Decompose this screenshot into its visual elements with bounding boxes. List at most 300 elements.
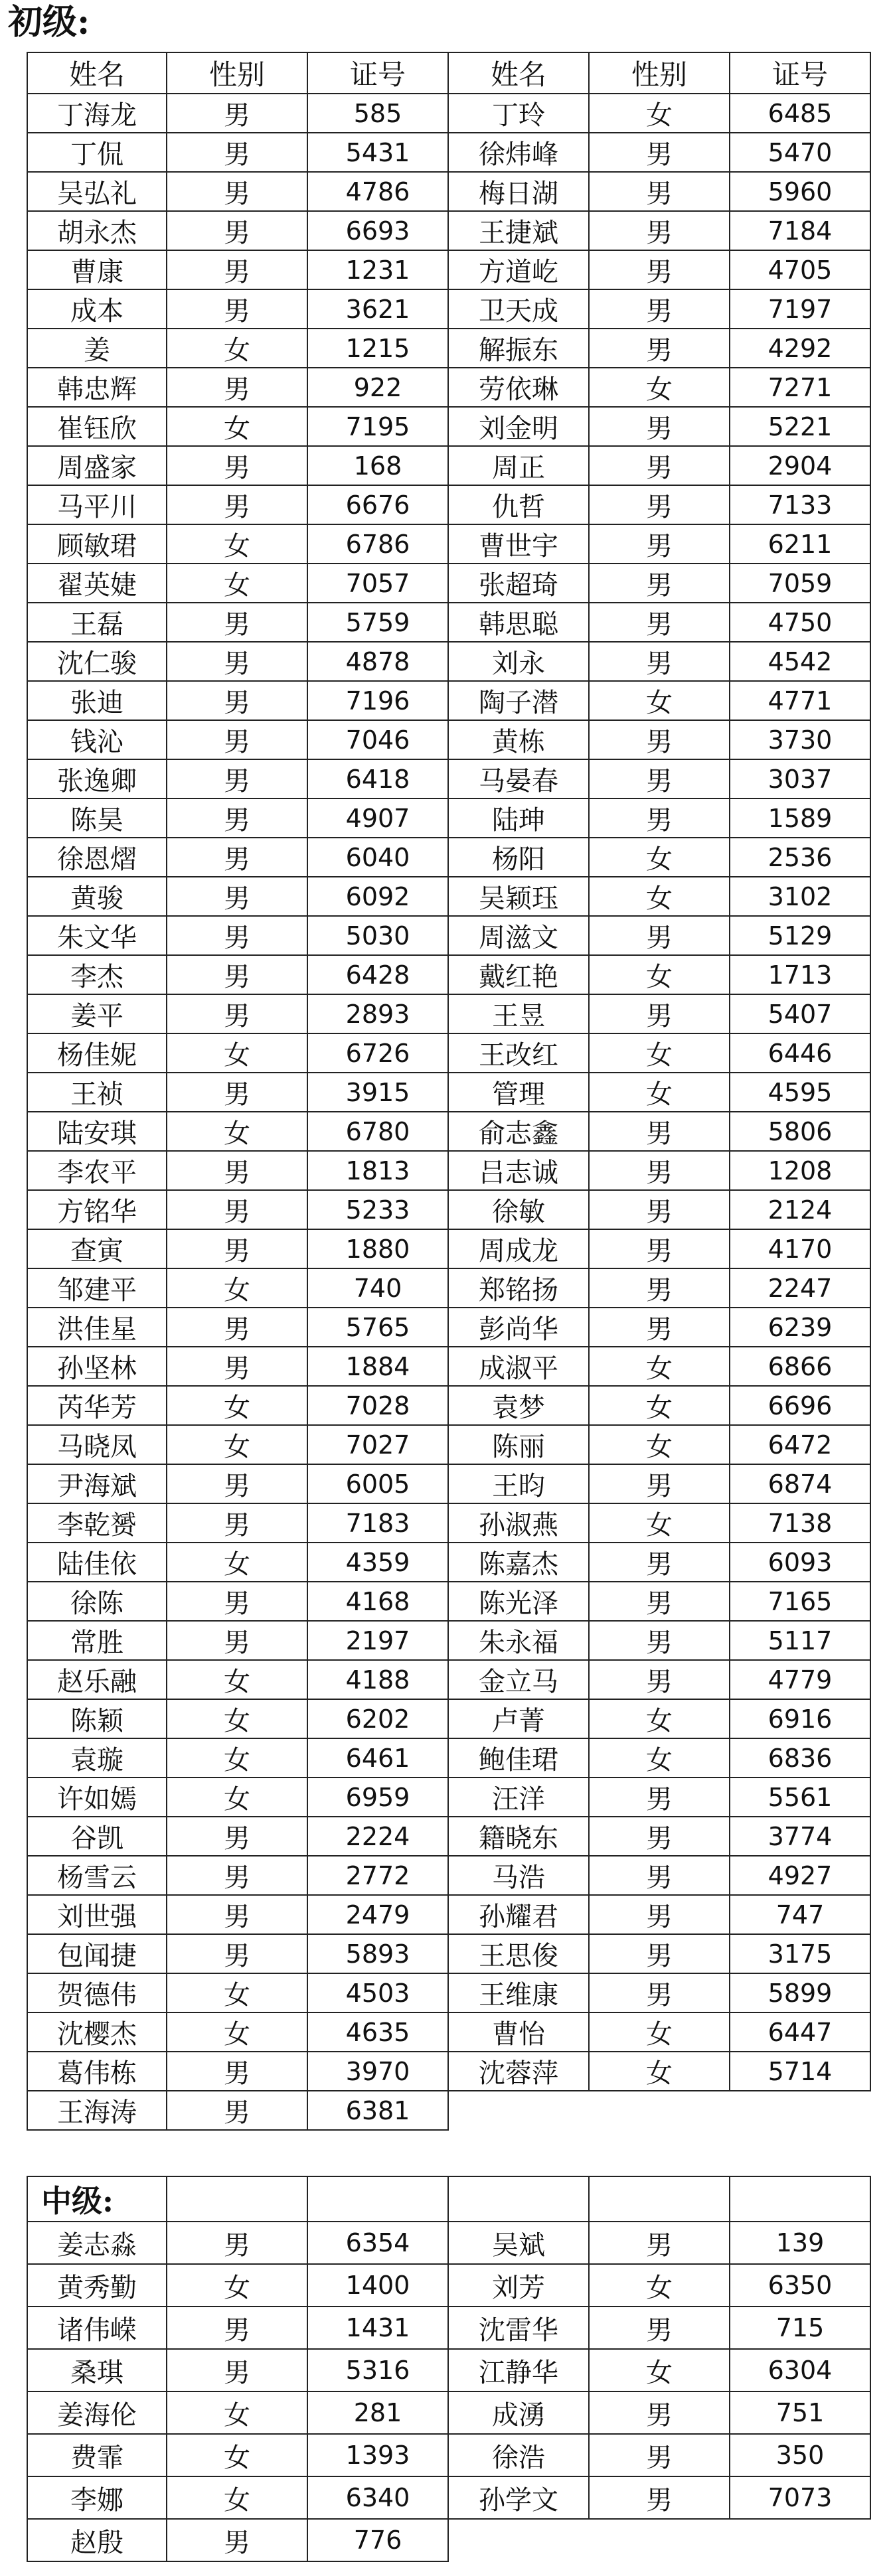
gender-cell: 女 <box>589 1503 730 1543</box>
gender-cell: 男 <box>589 2476 730 2519</box>
gender-cell: 男 <box>167 368 307 407</box>
cert-no-cell: 5714 <box>730 2052 870 2091</box>
name-cell: 马晓凤 <box>27 1425 167 1464</box>
cert-no-cell: 1713 <box>730 955 870 994</box>
cert-no-cell: 1393 <box>307 2434 448 2476</box>
cert-no-cell: 6418 <box>307 759 448 798</box>
gender-cell: 男 <box>167 1817 307 1856</box>
name-cell: 姜 <box>27 329 167 368</box>
table-row <box>27 1738 870 1778</box>
name-cell: 胡永杰 <box>27 211 167 250</box>
cert-no-cell: 350 <box>730 2434 870 2476</box>
name-cell: 陈颖 <box>27 1699 167 1738</box>
gender-cell: 女 <box>167 2476 307 2519</box>
gender-cell: 女 <box>167 329 307 368</box>
name-cell: 管理 <box>448 1073 589 1112</box>
cert-no-cell: 3175 <box>730 1934 870 1973</box>
table-row <box>27 1425 870 1464</box>
name-cell: 杨佳妮 <box>27 1033 167 1073</box>
cert-no-cell: 6381 <box>307 2091 448 2130</box>
name-cell: 黄骏 <box>27 877 167 916</box>
name-cell: 孙耀君 <box>448 1895 589 1934</box>
cert-no-cell: 3915 <box>307 1073 448 1112</box>
gender-cell: 女 <box>167 524 307 564</box>
gender-cell: 女 <box>167 1660 307 1699</box>
name-cell: 王祯 <box>27 1073 167 1112</box>
gender-cell: 女 <box>589 1073 730 1112</box>
name-cell: 方道屹 <box>448 250 589 289</box>
cert-no-cell: 6354 <box>307 2222 448 2264</box>
cert-no-cell: 7271 <box>730 368 870 407</box>
gender-cell: 男 <box>589 446 730 485</box>
table-row <box>27 2476 870 2519</box>
cert-no-cell: 7059 <box>730 564 870 603</box>
cert-no-cell: 6916 <box>730 1699 870 1738</box>
gender-cell: 男 <box>167 211 307 250</box>
gender-cell: 男 <box>167 1856 307 1895</box>
table-row <box>27 1660 870 1699</box>
gender-cell: 男 <box>589 1660 730 1699</box>
cert-no-cell: 4705 <box>730 250 870 289</box>
gender-cell: 男 <box>167 250 307 289</box>
gender-cell: 男 <box>167 681 307 720</box>
cert-no-cell: 4503 <box>307 1973 448 2012</box>
cert-no-cell: 4595 <box>730 1073 870 1112</box>
cert-no-cell: 776 <box>307 2519 448 2561</box>
table-row <box>27 916 870 955</box>
name-cell: 周正 <box>448 446 589 485</box>
name-cell: 常胜 <box>27 1621 167 1660</box>
section-title-basic: 初级: <box>8 2 90 42</box>
table-row <box>27 368 870 407</box>
gender-cell: 女 <box>589 1033 730 1073</box>
table-row <box>27 2052 870 2091</box>
table-row <box>27 250 870 289</box>
name-cell: 李乾赟 <box>27 1503 167 1543</box>
cert-no-cell <box>730 2519 870 2561</box>
gender-cell: 男 <box>167 2091 307 2130</box>
name-cell: 许如嫣 <box>27 1778 167 1817</box>
cert-no-cell: 6874 <box>730 1464 870 1503</box>
gender-cell: 女 <box>167 1543 307 1582</box>
gender-cell: 男 <box>589 1112 730 1151</box>
cert-no-cell: 6786 <box>307 524 448 564</box>
name-cell: 贺德伟 <box>27 1973 167 2012</box>
gender-cell: 女 <box>167 1112 307 1151</box>
section-header-row <box>27 2176 870 2222</box>
table-row <box>27 1464 870 1503</box>
empty-cell <box>307 2176 448 2222</box>
gender-cell: 男 <box>589 916 730 955</box>
cert-no-cell: 5117 <box>730 1621 870 1660</box>
name-cell: 桑琪 <box>27 2349 167 2391</box>
empty-cell <box>730 2176 870 2222</box>
gender-cell: 男 <box>589 1895 730 1934</box>
gender-cell: 男 <box>589 1308 730 1347</box>
cert-no-cell: 7073 <box>730 2476 870 2519</box>
gender-cell: 男 <box>167 603 307 642</box>
name-cell: 卫天成 <box>448 289 589 329</box>
name-cell: 邹建平 <box>27 1268 167 1308</box>
cert-no-cell: 3621 <box>307 289 448 329</box>
table-row <box>27 211 870 250</box>
table-row <box>27 838 870 877</box>
name-cell: 马平川 <box>27 485 167 524</box>
cert-no-cell: 3774 <box>730 1817 870 1856</box>
name-cell: 徐浩 <box>448 2434 589 2476</box>
cert-no-cell: 1880 <box>307 1229 448 1268</box>
name-cell: 赵殷 <box>27 2519 167 2561</box>
gender-cell: 男 <box>589 1464 730 1503</box>
gender-cell: 男 <box>167 1308 307 1347</box>
cert-no-cell: 7184 <box>730 211 870 250</box>
gender-cell: 女 <box>167 1699 307 1738</box>
table-row <box>27 1543 870 1582</box>
gender-cell: 男 <box>589 485 730 524</box>
name-cell: 曹世宇 <box>448 524 589 564</box>
name-cell: 查寅 <box>27 1229 167 1268</box>
name-cell: 尹海斌 <box>27 1464 167 1503</box>
gender-cell: 女 <box>589 1699 730 1738</box>
gender-cell: 男 <box>167 1229 307 1268</box>
cert-no-cell: 4786 <box>307 172 448 211</box>
gender-cell: 女 <box>167 1268 307 1308</box>
cert-no-cell: 6350 <box>730 2264 870 2307</box>
cert-no-cell: 5561 <box>730 1778 870 1817</box>
gender-cell: 男 <box>167 172 307 211</box>
name-cell: 韩思聪 <box>448 603 589 642</box>
cert-no-cell: 4188 <box>307 1660 448 1699</box>
table-row <box>27 2091 870 2130</box>
gender-cell: 男 <box>167 1347 307 1386</box>
name-cell: 王改红 <box>448 1033 589 1073</box>
gender-cell: 男 <box>167 759 307 798</box>
name-cell: 姜志淼 <box>27 2222 167 2264</box>
cert-no-cell: 6211 <box>730 524 870 564</box>
name-cell: 方铭华 <box>27 1190 167 1229</box>
gender-cell: 男 <box>167 877 307 916</box>
table-row <box>27 2391 870 2434</box>
gender-cell: 男 <box>167 1073 307 1112</box>
cert-no-cell: 4779 <box>730 1660 870 1699</box>
gender-cell: 男 <box>589 1190 730 1229</box>
cert-no-cell: 6959 <box>307 1778 448 1817</box>
gender-cell: 女 <box>167 407 307 446</box>
name-cell: 马晏春 <box>448 759 589 798</box>
cert-no-cell: 139 <box>730 2222 870 2264</box>
name-cell: 陆安琪 <box>27 1112 167 1151</box>
cert-no-cell: 3037 <box>730 759 870 798</box>
table-row <box>27 1582 870 1621</box>
table-row <box>27 407 870 446</box>
name-cell: 沈雷华 <box>448 2307 589 2349</box>
cert-no-cell: 6696 <box>730 1386 870 1425</box>
table-row <box>27 1073 870 1112</box>
cert-no-cell: 3730 <box>730 720 870 759</box>
header-gender: 性别 <box>589 52 730 94</box>
table-row <box>27 172 870 211</box>
gender-cell: 男 <box>167 798 307 838</box>
table-row <box>27 603 870 642</box>
basic-level-table <box>27 52 871 2131</box>
cert-no-cell: 5221 <box>730 407 870 446</box>
gender-cell: 男 <box>167 1895 307 1934</box>
cert-no-cell: 4170 <box>730 1229 870 1268</box>
cert-no-cell: 2479 <box>307 1895 448 1934</box>
gender-cell: 男 <box>167 994 307 1033</box>
section-title-intermediate: 中级: <box>27 2176 167 2222</box>
name-cell: 刘永 <box>448 642 589 681</box>
name-cell: 王昀 <box>448 1464 589 1503</box>
name-cell: 成本 <box>27 289 167 329</box>
table-row <box>27 1112 870 1151</box>
gender-cell: 男 <box>589 642 730 681</box>
cert-no-cell: 7197 <box>730 289 870 329</box>
header-gender: 性别 <box>167 52 307 94</box>
table-row <box>27 289 870 329</box>
name-cell: 梅日湖 <box>448 172 589 211</box>
cert-no-cell: 7195 <box>307 407 448 446</box>
table-row <box>27 2349 870 2391</box>
name-cell: 籍晓东 <box>448 1817 589 1856</box>
gender-cell: 男 <box>167 446 307 485</box>
gender-cell: 男 <box>167 1934 307 1973</box>
name-cell: 徐敏 <box>448 1190 589 1229</box>
gender-cell: 男 <box>589 133 730 172</box>
gender-cell: 女 <box>589 2012 730 2052</box>
name-cell: 曹康 <box>27 250 167 289</box>
name-cell: 刘世强 <box>27 1895 167 1934</box>
table-row <box>27 564 870 603</box>
table-row <box>27 1973 870 2012</box>
table-row <box>27 1229 870 1268</box>
table-row <box>27 1621 870 1660</box>
gender-cell: 男 <box>167 94 307 133</box>
name-cell: 丁玲 <box>448 94 589 133</box>
cert-no-cell: 1589 <box>730 798 870 838</box>
table-row <box>27 1699 870 1738</box>
name-cell: 陈昊 <box>27 798 167 838</box>
cert-no-cell: 6461 <box>307 1738 448 1778</box>
name-cell: 徐恩熠 <box>27 838 167 877</box>
cert-no-cell: 5899 <box>730 1973 870 2012</box>
name-cell: 朱永福 <box>448 1621 589 1660</box>
intermediate-level-table <box>27 2176 871 2562</box>
gender-cell: 男 <box>167 289 307 329</box>
empty-cell <box>448 2176 589 2222</box>
name-cell: 袁梦 <box>448 1386 589 1425</box>
gender-cell: 男 <box>589 603 730 642</box>
gender-cell <box>589 2519 730 2561</box>
cert-no-cell: 7165 <box>730 1582 870 1621</box>
table-row <box>27 681 870 720</box>
cert-no-cell: 281 <box>307 2391 448 2434</box>
table-row <box>27 1308 870 1347</box>
gender-cell: 女 <box>589 1347 730 1386</box>
table-row <box>27 1778 870 1817</box>
cert-no-cell: 922 <box>307 368 448 407</box>
name-cell: 王思俊 <box>448 1934 589 1973</box>
gender-cell: 女 <box>167 2012 307 2052</box>
gender-cell: 女 <box>167 1386 307 1425</box>
cert-no-cell: 6836 <box>730 1738 870 1778</box>
cert-no-cell: 7133 <box>730 485 870 524</box>
cert-no-cell: 2772 <box>307 1856 448 1895</box>
cert-no-cell: 5233 <box>307 1190 448 1229</box>
name-cell: 包闻捷 <box>27 1934 167 1973</box>
gender-cell: 男 <box>167 720 307 759</box>
gender-cell: 男 <box>167 1582 307 1621</box>
gender-cell: 男 <box>167 1464 307 1503</box>
name-cell: 陆佳依 <box>27 1543 167 1582</box>
name-cell: 韩忠辉 <box>27 368 167 407</box>
cert-no-cell: 751 <box>730 2391 870 2434</box>
name-cell: 诸伟嵘 <box>27 2307 167 2349</box>
name-cell: 钱沁 <box>27 720 167 759</box>
gender-cell: 女 <box>589 94 730 133</box>
cert-no-cell: 7196 <box>307 681 448 720</box>
gender-cell: 男 <box>589 407 730 446</box>
gender-cell: 男 <box>589 289 730 329</box>
name-cell: 洪佳星 <box>27 1308 167 1347</box>
name-cell: 郑铭扬 <box>448 1268 589 1308</box>
cert-no-cell: 4359 <box>307 1543 448 1582</box>
cert-no-cell: 5470 <box>730 133 870 172</box>
cert-no-cell: 5806 <box>730 1112 870 1151</box>
cert-no-cell: 1813 <box>307 1151 448 1190</box>
name-cell: 沈仁骏 <box>27 642 167 681</box>
gender-cell: 男 <box>167 642 307 681</box>
name-cell: 徐陈 <box>27 1582 167 1621</box>
gender-cell: 男 <box>589 798 730 838</box>
gender-cell: 男 <box>167 916 307 955</box>
cert-no-cell: 6340 <box>307 2476 448 2519</box>
name-cell: 杨雪云 <box>27 1856 167 1895</box>
cert-no-cell: 715 <box>730 2307 870 2349</box>
name-cell: 张逸卿 <box>27 759 167 798</box>
name-cell: 张迪 <box>27 681 167 720</box>
table-row <box>27 1856 870 1895</box>
gender-cell: 女 <box>589 955 730 994</box>
gender-cell: 男 <box>589 1229 730 1268</box>
gender-cell: 男 <box>589 564 730 603</box>
name-cell: 戴红艳 <box>448 955 589 994</box>
cert-no-cell: 5765 <box>307 1308 448 1347</box>
name-cell: 李农平 <box>27 1151 167 1190</box>
name-cell: 成淑平 <box>448 1347 589 1386</box>
gender-cell: 女 <box>589 1386 730 1425</box>
cert-no-cell: 4907 <box>307 798 448 838</box>
cert-no-cell: 6304 <box>730 2349 870 2391</box>
name-cell: 李杰 <box>27 955 167 994</box>
name-cell <box>448 2519 589 2561</box>
gender-cell: 男 <box>589 172 730 211</box>
name-cell: 吴斌 <box>448 2222 589 2264</box>
gender-cell: 男 <box>589 1268 730 1308</box>
gender-cell: 男 <box>167 955 307 994</box>
name-cell: 丁海龙 <box>27 94 167 133</box>
gender-cell: 女 <box>167 1033 307 1073</box>
cert-no-cell: 4771 <box>730 681 870 720</box>
name-cell: 姜平 <box>27 994 167 1033</box>
gender-cell: 男 <box>589 720 730 759</box>
gender-cell: 女 <box>167 2434 307 2476</box>
table-row <box>27 2434 870 2476</box>
gender-cell: 男 <box>589 250 730 289</box>
gender-cell: 男 <box>589 211 730 250</box>
name-cell: 顾敏珺 <box>27 524 167 564</box>
cert-no-cell: 6472 <box>730 1425 870 1464</box>
name-cell: 陈光泽 <box>448 1582 589 1621</box>
name-cell: 崔钰欣 <box>27 407 167 446</box>
cert-no-cell: 2197 <box>307 1621 448 1660</box>
gender-cell: 男 <box>589 1778 730 1817</box>
table-row <box>27 1386 870 1425</box>
name-cell: 陶子潜 <box>448 681 589 720</box>
name-cell: 卢菁 <box>448 1699 589 1738</box>
table-row <box>27 642 870 681</box>
cert-no-cell: 4168 <box>307 1582 448 1621</box>
table-row <box>27 720 870 759</box>
cert-no-cell: 4542 <box>730 642 870 681</box>
header-name: 姓名 <box>448 52 589 94</box>
name-cell: 周滋文 <box>448 916 589 955</box>
cert-no-cell: 6485 <box>730 94 870 133</box>
name-cell: 解振东 <box>448 329 589 368</box>
gender-cell: 男 <box>589 2434 730 2476</box>
cert-no-cell: 6040 <box>307 838 448 877</box>
gender-cell: 女 <box>589 2052 730 2091</box>
name-cell: 费霏 <box>27 2434 167 2476</box>
header-cert-no: 证号 <box>307 52 448 94</box>
cert-no-cell: 1884 <box>307 1347 448 1386</box>
name-cell: 俞志鑫 <box>448 1112 589 1151</box>
name-cell: 孙淑燕 <box>448 1503 589 1543</box>
cert-no-cell: 7057 <box>307 564 448 603</box>
cert-no-cell: 7028 <box>307 1386 448 1425</box>
cert-no-cell: 2904 <box>730 446 870 485</box>
cert-no-cell: 6726 <box>307 1033 448 1073</box>
empty-cell <box>167 2176 307 2222</box>
cert-no-cell: 5129 <box>730 916 870 955</box>
name-cell: 葛伟栋 <box>27 2052 167 2091</box>
gender-cell: 男 <box>589 1621 730 1660</box>
cert-no-cell: 740 <box>307 1268 448 1308</box>
table-row <box>27 1151 870 1190</box>
table-row <box>27 133 870 172</box>
cert-no-cell: 3102 <box>730 877 870 916</box>
cert-no-cell: 747 <box>730 1895 870 1934</box>
table-row <box>27 329 870 368</box>
cert-no-cell: 1400 <box>307 2264 448 2307</box>
table-row <box>27 1895 870 1934</box>
gender-cell: 女 <box>589 1425 730 1464</box>
name-cell: 孙坚林 <box>27 1347 167 1386</box>
gender-cell: 男 <box>167 1503 307 1543</box>
empty-cell <box>589 2176 730 2222</box>
table-header-row <box>27 52 870 94</box>
gender-cell: 男 <box>589 994 730 1033</box>
cert-no-cell: 6866 <box>730 1347 870 1386</box>
cert-no-cell: 6239 <box>730 1308 870 1347</box>
gender-cell: 女 <box>167 2391 307 2434</box>
cert-no-cell: 6202 <box>307 1699 448 1738</box>
table-row <box>27 1503 870 1543</box>
name-cell: 吴弘礼 <box>27 172 167 211</box>
gender-cell: 男 <box>167 1151 307 1190</box>
gender-cell: 男 <box>589 1817 730 1856</box>
header-name: 姓名 <box>27 52 167 94</box>
